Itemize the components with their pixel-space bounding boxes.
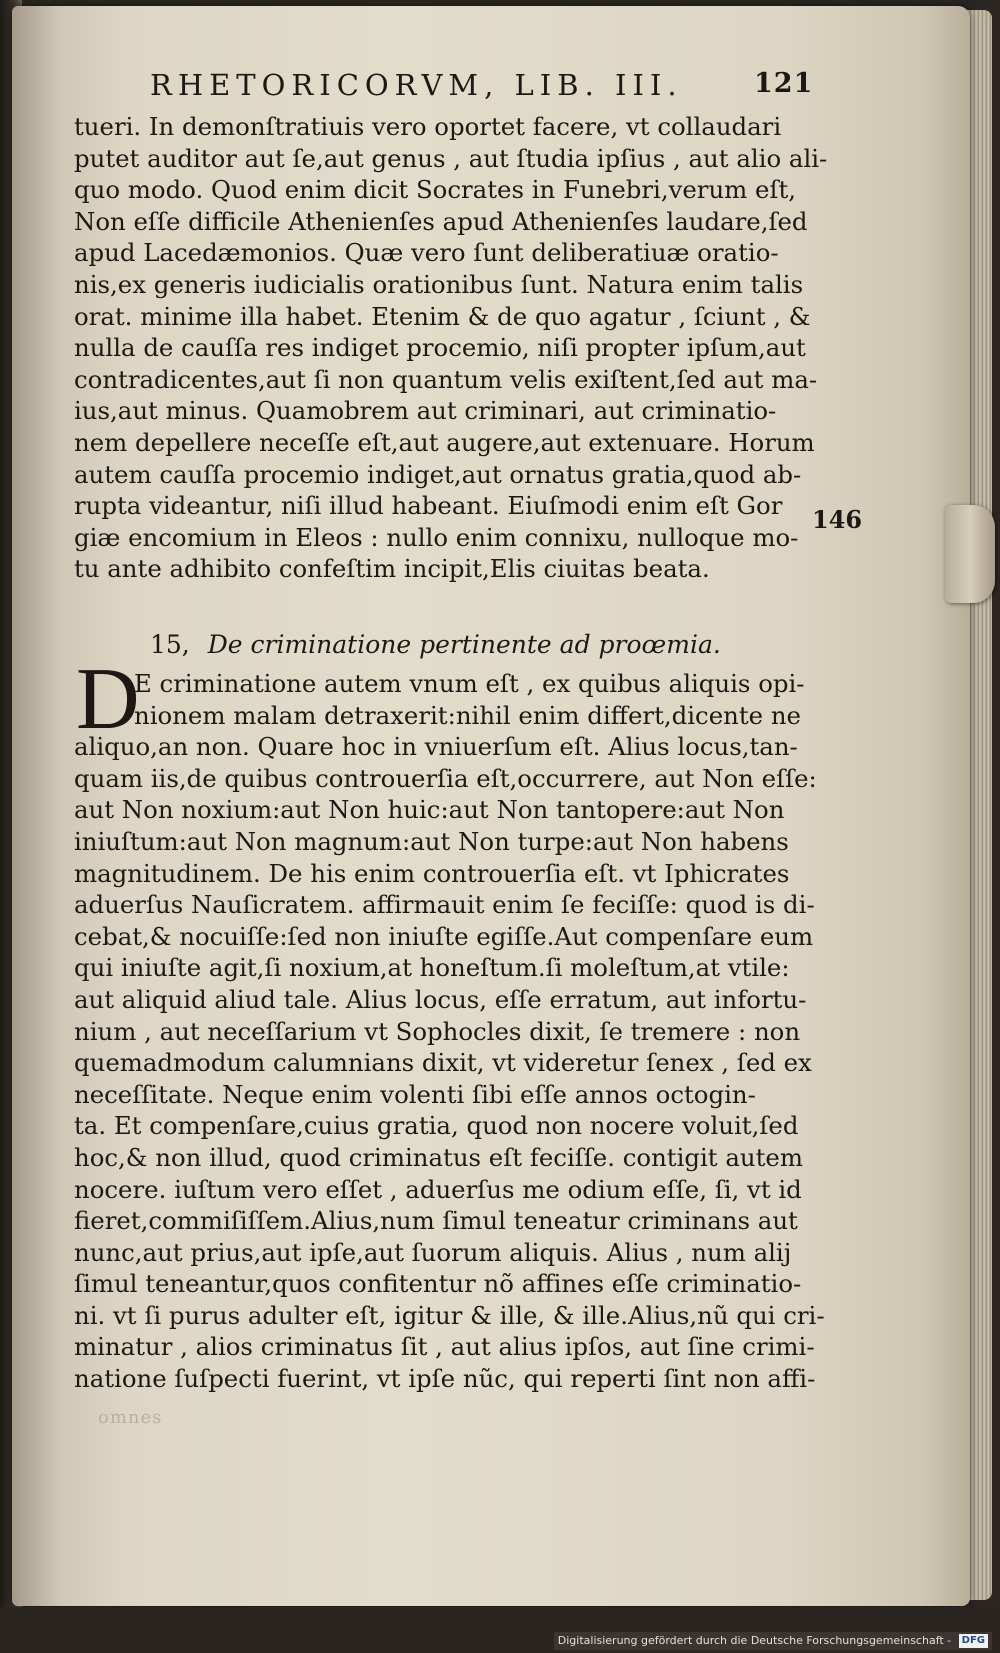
text-line: nionem malam detraxerit:nihil enim differt,dicente ne (134, 700, 801, 730)
text-line: cebat,& nocuiſſe:ſed non iniuſte egiſſe.Aut compenſare eum (74, 921, 814, 951)
text-line: apud Lacedæmonios. Quæ vero ſunt deliberatiuæ oratio- (74, 238, 779, 268)
text-line: orat. minime illa habet. Etenim & de quo agatur , ſciunt , & (74, 301, 811, 331)
show-through-catchword: omnes (98, 1407, 163, 1428)
text-line: aut Non noxium:aut Non huic:aut Non tantopere:aut Non (74, 795, 785, 825)
text-line: Non eſſe difficile Athenienſes apud Athenienſes laudare,ſed (74, 206, 808, 236)
section-number: 15, (150, 630, 190, 659)
text-line: aduerſus Nauſicratem. affirmauit enim ſe feciſſe: quod is di- (74, 890, 815, 920)
text-line: contradicentes,aut ſi non quantum velis exiſtent,ſed aut ma- (74, 364, 818, 394)
text-line: minatur , alios criminatus ſit , aut alius ipſos, aut ſine crimi- (74, 1332, 815, 1362)
text-line: putet auditor aut ſe,aut genus , aut ſtudia ipſius , aut alio ali- (74, 143, 828, 173)
drop-capital: D (76, 651, 140, 748)
paragraph-1 (74, 111, 828, 585)
bookmark-tab (945, 505, 995, 603)
text-line: ius,aut minus. Quamobrem aut criminari, aut criminatio- (74, 396, 777, 426)
text-line: nem depellere neceſſe eſt,aut augere,aut extenuare. Horum (74, 427, 815, 457)
dfg-logo: DFG (959, 1634, 988, 1648)
section-title: De criminatione pertinente ad proœmia. (207, 630, 721, 659)
text-line: nulla de cauſſa res indiget procemio, niſi propter ipſum,aut (74, 333, 806, 363)
text-line: giæ encomium in Eleos : nullo enim connixu, nulloque mo- (74, 522, 799, 552)
text-line: neceſſitate. Neque enim volenti ſibi eſſe annos octogin- (74, 1079, 756, 1109)
running-title: RHETORICORVM, LIB. III. (150, 68, 683, 102)
margin-number: 146 (812, 505, 863, 534)
text-line: fieret,commiſiſſem.Alius,num ſimul teneatur criminans aut (74, 1206, 798, 1236)
credit-text: Digitalisierung gefördert durch die Deutsche Forschungsgemeinschaft - (557, 1634, 952, 1647)
running-header (150, 68, 950, 108)
text-line: ſimul teneantur,quos confitentur nõ affines eſſe criminatio- (74, 1269, 802, 1299)
paragraph-2 (74, 651, 825, 1395)
text-line: magnitudinem. De his enim controuerſia eſt. vt Iphicrates (74, 858, 790, 888)
digitization-credit (554, 1632, 992, 1650)
text-line: ni. vt ſi purus adulter eſt, igitur & ille, & ille.Alius,nũ qui cri- (74, 1300, 825, 1330)
folio-number: 121 (754, 68, 814, 99)
text-line: aliquo,an non. Quare hoc in vniuerſum eſt. Alius locus,tan- (74, 732, 798, 762)
text-line: iniuſtum:aut Non magnum:aut Non turpe:aut Non habens (74, 826, 789, 856)
text-line: nocere. iuſtum vero eſſet , aduerſus me odium eſſe, ſi, vt id (74, 1174, 802, 1204)
text-line: tu ante adhibito confeſtim incipit,Elis ciuitas beata. (74, 554, 710, 584)
text-line: quemadmodum calumnians dixit, vt videretur ſenex , ſed ex (74, 1048, 812, 1078)
text-line: qui iniuſte agit,ſi noxium,at honeſtum.ſi moleſtum,at vtile: (74, 953, 790, 983)
text-line: quo modo. Quod enim dicit Socrates in Funebri,verum eſt, (74, 175, 797, 205)
text-line: autem cauſſa procemio indiget,aut ornatus gratia,quod ab- (74, 459, 802, 489)
section-heading (150, 630, 721, 659)
text-line: hoc,& non illud, quod criminatus eſt feciſſe. contigit autem (74, 1142, 803, 1172)
text-line: rupta videantur, niſi illud habeant. Eiuſmodi enim eſt Gor (74, 491, 783, 521)
text-line: nium , aut neceſſarium vt Sophocles dixit, ſe tremere : non (74, 1016, 801, 1046)
text-line: nunc,aut prius,aut ipſe,aut ſuorum aliquis. Alius , num alij (74, 1237, 792, 1267)
text-line: aut aliquid aliud tale. Alius locus, eſſe erratum, aut infortu- (74, 984, 807, 1014)
text-line: quam iis,de quibus controuerſia eſt,occurrere, aut Non eſſe: (74, 763, 817, 793)
text-line: tueri. In demonſtratiuis vero oportet facere, vt collaudari (74, 112, 782, 141)
text-line: E criminatione autem vnum eſt , ex quibus aliquis opi- (134, 669, 805, 698)
text-line: ta. Et compenſare,cuius gratia, quod non nocere voluit,ſed (74, 1111, 799, 1141)
text-line: nis,ex generis iudicialis orationibus ſunt. Natura enim talis (74, 269, 804, 299)
text-line: natione ſuſpecti fuerint, vt ipſe nũc, qui reperti ſint non affi- (74, 1364, 816, 1394)
